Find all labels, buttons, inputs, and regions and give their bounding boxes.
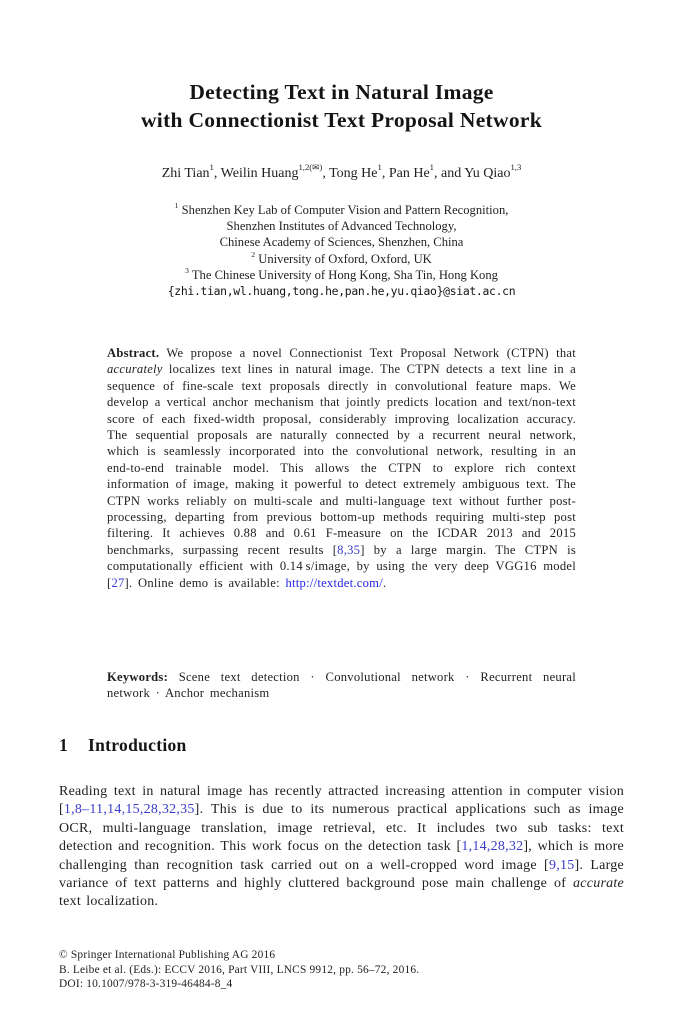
superscript-run: 1 (209, 162, 214, 173)
text-run: Zhi Tian (161, 166, 210, 181)
superscript-run: 1,2(✉) (298, 162, 323, 173)
text-run: accurate (573, 876, 624, 892)
keywords-line (107, 669, 576, 702)
footer-doi: DOI: 10.1007/978-3-319-46484-8_4 (59, 978, 233, 991)
citation-ref[interactable]: 1,14,28,32 (461, 839, 524, 855)
affiliation-line-2 (59, 218, 624, 234)
text-run: Keywords: (107, 670, 169, 685)
text-run: , Weilin Huang (213, 166, 299, 181)
footer-block (59, 948, 419, 992)
text-run: text localization. (59, 894, 159, 910)
text-run: ] by a large margin. The CTPN is computationally efficient with 0.14 s/image, by using the very deep VGG16 model [ (107, 542, 576, 590)
text-run: University of Oxford, Oxford, UK (255, 251, 432, 266)
superscript-run: 1 (174, 201, 179, 211)
superscript-run: 1 (429, 162, 434, 173)
footer-editors: B. Leibe et al. (Eds.): ECCV 2016, Part VIII, LNCS 9912, pp. 56–72, 2016. (59, 963, 420, 976)
affiliation-line-3 (59, 234, 624, 250)
text-run: ]. This is due to its numerous practical applications such as image OCR, multi-language translation, image retrieval, etc. It includes two sub tasks: text detection and recognition. This work focus on the detection task [ (59, 802, 624, 855)
text-run: accurately (107, 362, 163, 377)
authors-line (59, 162, 624, 183)
affiliation-line-4 (59, 251, 624, 267)
text-run: The Chinese University of Hong Kong, Sha Tin, Hong Kong (188, 267, 498, 282)
section-title: Introduction (88, 735, 187, 756)
affiliation-line-1 (59, 202, 624, 218)
abstract-block (107, 345, 576, 657)
affiliations-block (59, 202, 624, 283)
text-run: Shenzhen Key Lab of Computer Vision and Pattern Recognition, (178, 203, 509, 217)
text-run: We propose a novel Connectionist Text Proposal Network (CTPN) that (159, 346, 576, 361)
superscript-run: 2 (251, 249, 256, 259)
text-run: Chinese Academy of Sciences, Shenzhen, China (219, 235, 464, 250)
text-run: . (382, 575, 387, 590)
section-number: 1 (59, 735, 69, 756)
superscript-run: 1 (377, 162, 382, 173)
paper-title (59, 78, 624, 134)
url-link[interactable]: http://textdet.com/ (285, 575, 383, 590)
text-run: ], which is more challenging than recognition task carried out on a well-cropped word image [ (59, 839, 624, 873)
text-run: , and Yu Qiao (434, 166, 511, 181)
abstract-paragraph (107, 345, 576, 591)
text-run: , Pan He (381, 166, 430, 181)
text-run: , Tong He (322, 166, 378, 181)
citation-ref[interactable]: 8,35 (337, 542, 361, 557)
text-run: Reading text in natural image has recently attracted increasing attention in computer vision [ (59, 784, 624, 818)
text-run: localizes text lines in natural image. The CTPN detects a text line in a sequence of fine-scale text proposals directly in convolutional feature maps. We develop a vertical anchor mechanism that jointly predicts location and text/non-text score of each fixed-width proposal, considerably improving localization accuracy. The sequential proposals are naturally connected by a recurrent neural network, which is seamlessly incorporated into the convolutional network, resulting in an end-to-end trainable model. This allows the CTPN to explore rich context information of image, making it powerful to detect extremely ambiguous text. The CTPN works reliably on multi-scale and multi-language text without further post-processing, departing from previous bottom-up methods requiring multi-step post filtering. It achieves 0.88 and 0.61 F-measure on the ICDAR 2013 and 2015 benchmarks, surpassing recent results [ (107, 362, 576, 557)
citation-ref[interactable]: 1,8–11,14,15,28,32,35 (63, 802, 195, 818)
text-run: Abstract. (107, 346, 160, 361)
text-run: ]. Large variance of text patterns and highly cluttered background pose main challenge of (59, 857, 624, 892)
text-run: Shenzhen Institutes of Advanced Technology, (226, 219, 457, 234)
title-line-1: Detecting Text in Natural Image (189, 80, 494, 104)
footer-copyright: © Springer International Publishing AG 2016 (59, 949, 276, 961)
intro-paragraph (59, 783, 624, 931)
superscript-run: 1,3 (510, 162, 522, 173)
section-heading (59, 735, 624, 756)
superscript-run: 3 (185, 265, 189, 275)
text-run: ]. Online demo is available: (124, 575, 286, 590)
title-line-2: with Connectionist Text Proposal Network (140, 108, 542, 132)
citation-ref[interactable]: 27 (111, 575, 125, 590)
text-run: Scene text detection · Convolutional network · Recurrent neural network · Anchor mechanism (107, 670, 576, 701)
citation-ref[interactable]: 9,15 (548, 857, 575, 873)
affiliation-line-5 (59, 267, 624, 283)
email-line: {zhi.tian,wl.huang,tong.he,pan.he,yu.qiao}@siat.ac.cn (167, 284, 516, 299)
